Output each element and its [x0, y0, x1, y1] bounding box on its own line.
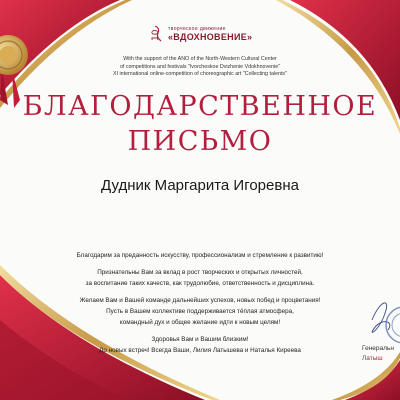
body-paragraph: Признательны Вам за вклад в рост творческих и открытых личностей, за воспитание таких качеств, как трудолюбие, ответственность и дисциплина.	[85, 269, 315, 287]
logo-subtitle: творческое движение	[168, 25, 226, 32]
svg-text:10: 10	[151, 29, 161, 41]
support-line: With the support of the ANO of the North-Western Cultural Center	[123, 56, 277, 62]
stamp-icon	[386, 307, 400, 343]
letter-body	[40, 250, 360, 362]
signer-title: Генеральн	[362, 345, 394, 352]
title-line: ПИСЬМО	[127, 126, 273, 157]
signer-name: Латыш	[362, 355, 383, 362]
recipient-name: Дудник Маргарита Игоревна	[101, 177, 299, 194]
signer-block	[362, 344, 400, 364]
support-text	[100, 56, 300, 79]
body-paragraph: Здоровья Вам и Вашим близким! До новых встреч! Всегда Ваши, Лилия Латышева и Наталья Киреева	[99, 336, 301, 354]
title-line: БЛАГОДАРСТВЕННОЕ	[22, 91, 378, 122]
body-paragraph: Благодарим за преданность искусству, профессионализм и стремление к развитию!	[76, 252, 324, 259]
organization-logo	[148, 22, 252, 46]
document-title	[20, 89, 380, 159]
support-line: XI international online-competition of choreographic art "Collecting talents"	[113, 71, 287, 78]
logo-title: «ВДОХНОВЕНИЕ»	[168, 31, 253, 42]
body-paragraph: Желаем Вам и Вашей команде дальнейших успехов, новых побед и процветания! Пусть в Вашем коллективе поддерживается тёплая атмосфера, командный дух и общее желание идти к новым целям!	[79, 297, 321, 326]
support-line: of competitions and festivals "Ivorcheskoe Dvizhenie Vdokhnovenie"	[119, 63, 281, 70]
logo-icon	[148, 24, 164, 44]
